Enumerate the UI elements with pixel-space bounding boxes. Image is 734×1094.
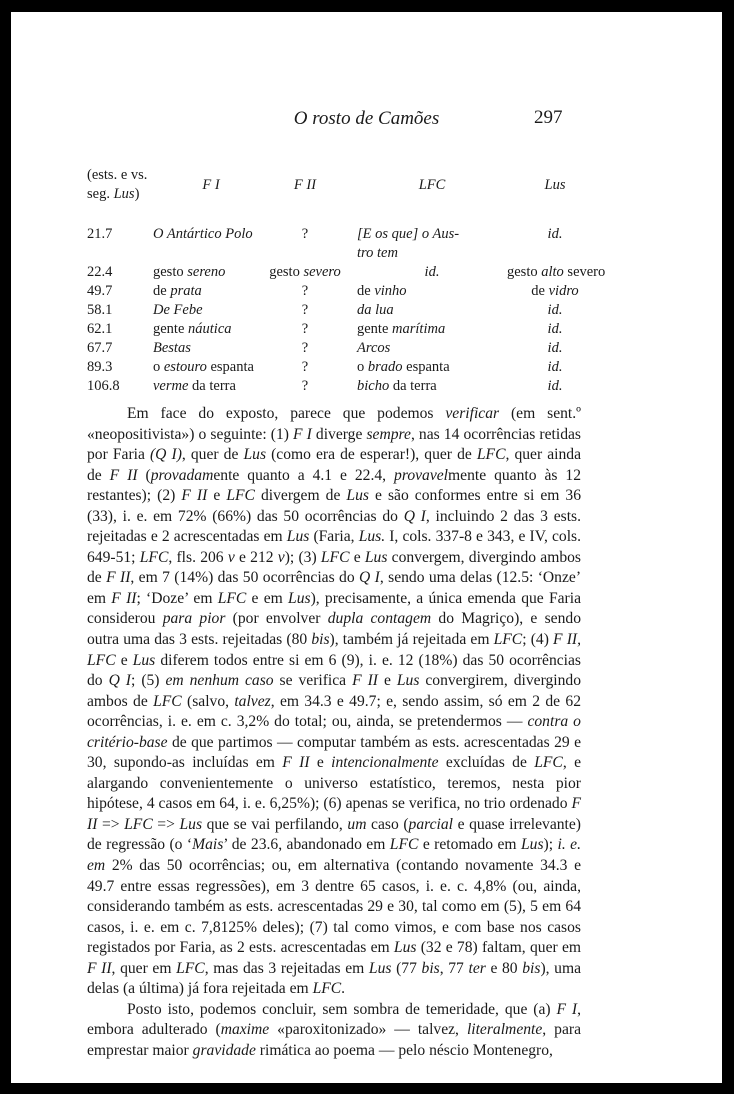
cell-lus: gesto alto severo [507, 264, 606, 280]
running-head-title: O rosto de Camões [293, 108, 440, 129]
table-row [87, 358, 603, 377]
table-row [87, 282, 603, 301]
cell-f2: ? [301, 302, 309, 318]
cell-f1: o estouro espanta [153, 359, 254, 375]
table-row [87, 339, 603, 358]
header-f1: F I [202, 176, 220, 193]
book-page [11, 12, 722, 1083]
cell-f2: ? [301, 340, 309, 356]
cell-lfc: de vinho [357, 283, 407, 299]
cell-lus: id. [547, 359, 563, 375]
cell-est: 21.7 [87, 226, 113, 242]
cell-lfc: gente marítima [357, 321, 446, 337]
header-ests [87, 159, 153, 211]
cell-f1: gente náutica [153, 321, 232, 337]
cell-f1: gesto sereno [153, 264, 226, 280]
table-row [87, 301, 603, 320]
page-number: 297 [534, 107, 563, 128]
cell-est: 49.7 [87, 283, 113, 299]
paragraph-2: Posto isto, podemos concluir, sem sombra de temeridade, que (a) F I, embora adulterado (maxime «paroxitonizado» — talvez, literalmente, para emprestar maior gravidade rimática ao poema — pelo néscio Montenegro, [87, 1000, 581, 1059]
header-lus: Lus [544, 176, 566, 193]
cell-lfc: o brado espanta [357, 359, 450, 375]
cell-est: 89.3 [87, 359, 113, 375]
cell-lfc: [E os que] o Aus- tro tem [357, 226, 460, 261]
cell-est: 106.8 [87, 378, 120, 394]
cell-f1: O Antártico Polo [153, 226, 253, 242]
cell-lfc: id. [424, 264, 440, 280]
cell-lfc: Arcos [357, 340, 391, 356]
body-text [87, 404, 581, 1062]
cell-lfc: bicho da terra [357, 378, 437, 394]
cell-f1: De Febe [153, 302, 203, 318]
cell-lus: id. [547, 378, 563, 394]
cell-f2: ? [301, 283, 309, 299]
header-f2: F II [293, 176, 317, 193]
cell-f2: ? [301, 226, 309, 242]
cell-f1: Bestas [153, 340, 191, 356]
cell-est: 62.1 [87, 321, 113, 337]
table-row [87, 225, 603, 263]
cell-f2: ? [301, 359, 309, 375]
table-row [87, 377, 603, 396]
cell-lus: id. [547, 302, 563, 318]
cell-f2: gesto severo [269, 264, 341, 280]
cell-lfc: da lua [357, 302, 394, 318]
cell-lus: id. [547, 340, 563, 356]
table-header-row [87, 159, 603, 211]
cell-est: 67.7 [87, 340, 113, 356]
header-ests-line1: (ests. e vs. [87, 167, 148, 183]
table-row [87, 320, 603, 339]
cell-est: 58.1 [87, 302, 113, 318]
cell-f2: ? [301, 321, 309, 337]
paragraph-1: Em face do exposto, parece que podemos verificar (em sent.º «neopositivista») o seguinte: (1) F I diverge sempre, nas 14 ocorrências retidas por Faria (Q I), quer de Lus (como era de esperar!), quer de LFC, quer ainda de F II (provadamente quanto a 4.1 e 22.4, provavelmente quanto às 12 restantes); (2) F II e LFC divergem de Lus e são conformes entre si em 36 (33), i. e. em 72% (66%) das 50 ocorrências do Q I, incluindo 2 das 3 ests. rejeitadas e 2 acrescentadas em Lus (Faria, Lus. I, cols. 337-8 e 343, e IV, cols. 649-51; LFC, fls. 206 v e 212 v); (3) LFC e Lus convergem, divergindo ambos de F II, em 7 (14%) das 50 ocorrências do Q I, sendo uma delas (12.5: ‘Onze’ em F II; ‘Doze’ em LFC e em Lus), precisamente, a única emenda que Faria considerou para pior (por envolver dupla contagem do Magriço), e sendo outra uma das 3 ests. rejeitadas (80 bis), também já rejeitada em LFC; (4) F II, LFC e Lus diferem todos entre si em 6 (9), i. e. 12 (18%) das 50 ocorrências do Q I; (5) em nenhum caso se verifica F II e Lus convergirem, divergindo ambos de LFC (salvo, talvez, em 34.3 e 49.7; e, sendo assim, só em 2 de 62 ocorrências, i. e. em c. 3,2% do total; ou, ainda, se pretendermos — contra o critério-base de que partimos — computar também as ests. acrescentadas 29 e 30, supondo-as incluídas em F II e intencionalmente excluídas de LFC, e alargando convenientemente o universo estatístico, teremos, nesta pior hipótese, 4 casos em 64, i. e. 6,25%); (6) apenas se verifica, no trio ordenado F II => LFC => Lus que se vai perfilando, um caso (parcial e quase irrelevante) de regressão (o ‘Mais’ de 23.6, abandonado em LFC e retomado em Lus); i. e. em 2% das 50 ocorrências; ou, em alternativa (contando novamente 34.3 e 49.7 entre essas regressões), em 3 dentre 65 casos, i. e. c. 4,8% (ou, ainda, considerando também as ests. acrescentadas 29 e 30, tal como em (5), 5 em 64 casos, i. e. em c. 7,8125% deles); (7) tal como vimos, e com base nos casos registados por Faria, as 2 ests. acrescentadas em Lus (32 e 78) faltam, quer em F II, quer em LFC, mas das 3 rejeitadas em Lus (77 bis, 77 ter e 80 bis), uma delas (a última) já fora rejeitada em LFC. [87, 405, 582, 998]
header-ests-line2: seg. Lus) [87, 186, 140, 202]
variants-table [87, 159, 606, 396]
cell-lus: id. [547, 321, 563, 337]
cell-lus: id. [547, 226, 563, 242]
header-lfc: LFC [418, 176, 446, 193]
cell-lus: de vidro [531, 283, 579, 299]
table-row [87, 263, 603, 282]
cell-est: 22.4 [87, 264, 113, 280]
cell-f1: verme da terra [153, 378, 236, 394]
cell-f2: ? [301, 378, 309, 394]
cell-f1: de prata [153, 283, 202, 299]
